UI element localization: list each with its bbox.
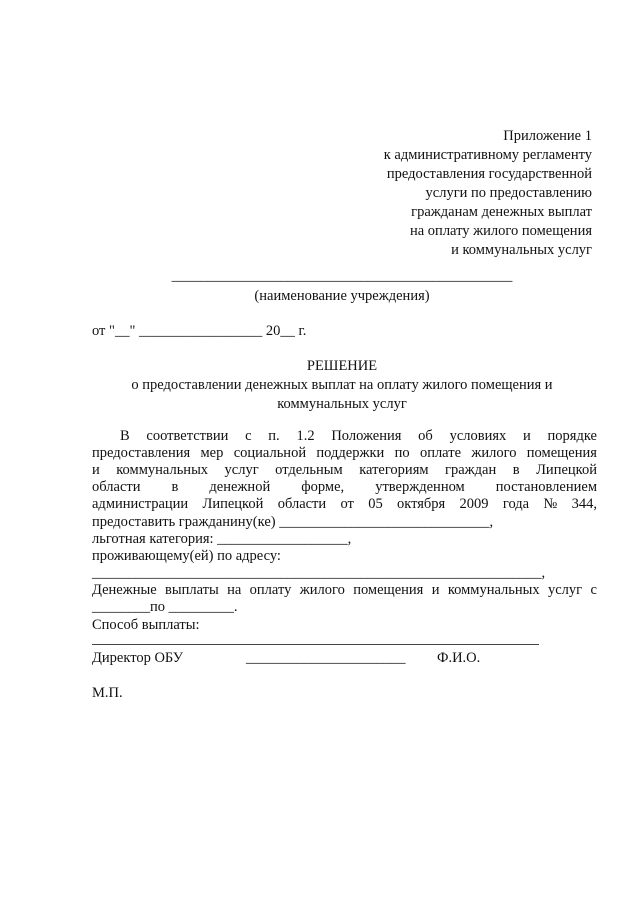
address-label: проживающему(ей) по адресу: — [92, 548, 281, 564]
document-subtitle: коммунальных услуг — [277, 396, 407, 412]
body-line: администрации Липецкой области от 05 октября 2009 года № 344, — [92, 496, 597, 512]
body-line: предоставления мер социальной поддержки по оплате жилого помещения — [92, 445, 597, 461]
director-label: Директор ОБУ — [92, 650, 184, 666]
address-line: ______________________________________________________________, — [92, 565, 546, 581]
body-line: и коммунальных услуг отдельным категориям граждан в Липецкой — [92, 462, 597, 478]
payment-method-label: Способ выплаты: — [92, 617, 200, 633]
period-line: ________по _________. — [92, 599, 238, 615]
document-title: РЕШЕНИЕ — [306, 358, 378, 374]
annex-line: услуги по предоставлению — [425, 185, 592, 201]
divider-line — [92, 644, 539, 645]
body-line: Денежные выплаты на оплату жилого помещения и коммунальных услуг с — [92, 582, 597, 598]
signature-line: ______________________ — [246, 650, 406, 666]
institution-label: (наименование учреждения) — [254, 288, 430, 304]
annex-line: на оплату жилого помещения — [409, 223, 592, 239]
stamp-label: М.П. — [92, 685, 123, 701]
annex-line: к административному регламенту — [383, 147, 592, 163]
date-line: от "__" _________________ 20__ г. — [92, 323, 307, 339]
citizen-line: предоставить гражданину(ке) _____________________________, — [92, 514, 494, 530]
category-line: льготная категория: __________________, — [92, 531, 352, 547]
annex-line: гражданам денежных выплат — [411, 204, 592, 220]
body-line: В соответствии с п. 1.2 Положения об условиях и порядке — [120, 428, 597, 444]
annex-line: и коммунальных услуг — [451, 242, 592, 258]
document-subtitle: о предоставлении денежных выплат на оплату жилого помещения и — [131, 377, 553, 393]
signature-name: Ф.И.О. — [437, 650, 481, 666]
institution-line: _______________________________________________ — [171, 268, 513, 284]
annex-line: Приложение 1 — [503, 128, 592, 144]
annex-line: предоставления государственной — [386, 166, 592, 182]
body-line: области в денежной форме, утвержденном постановлением — [92, 479, 597, 495]
